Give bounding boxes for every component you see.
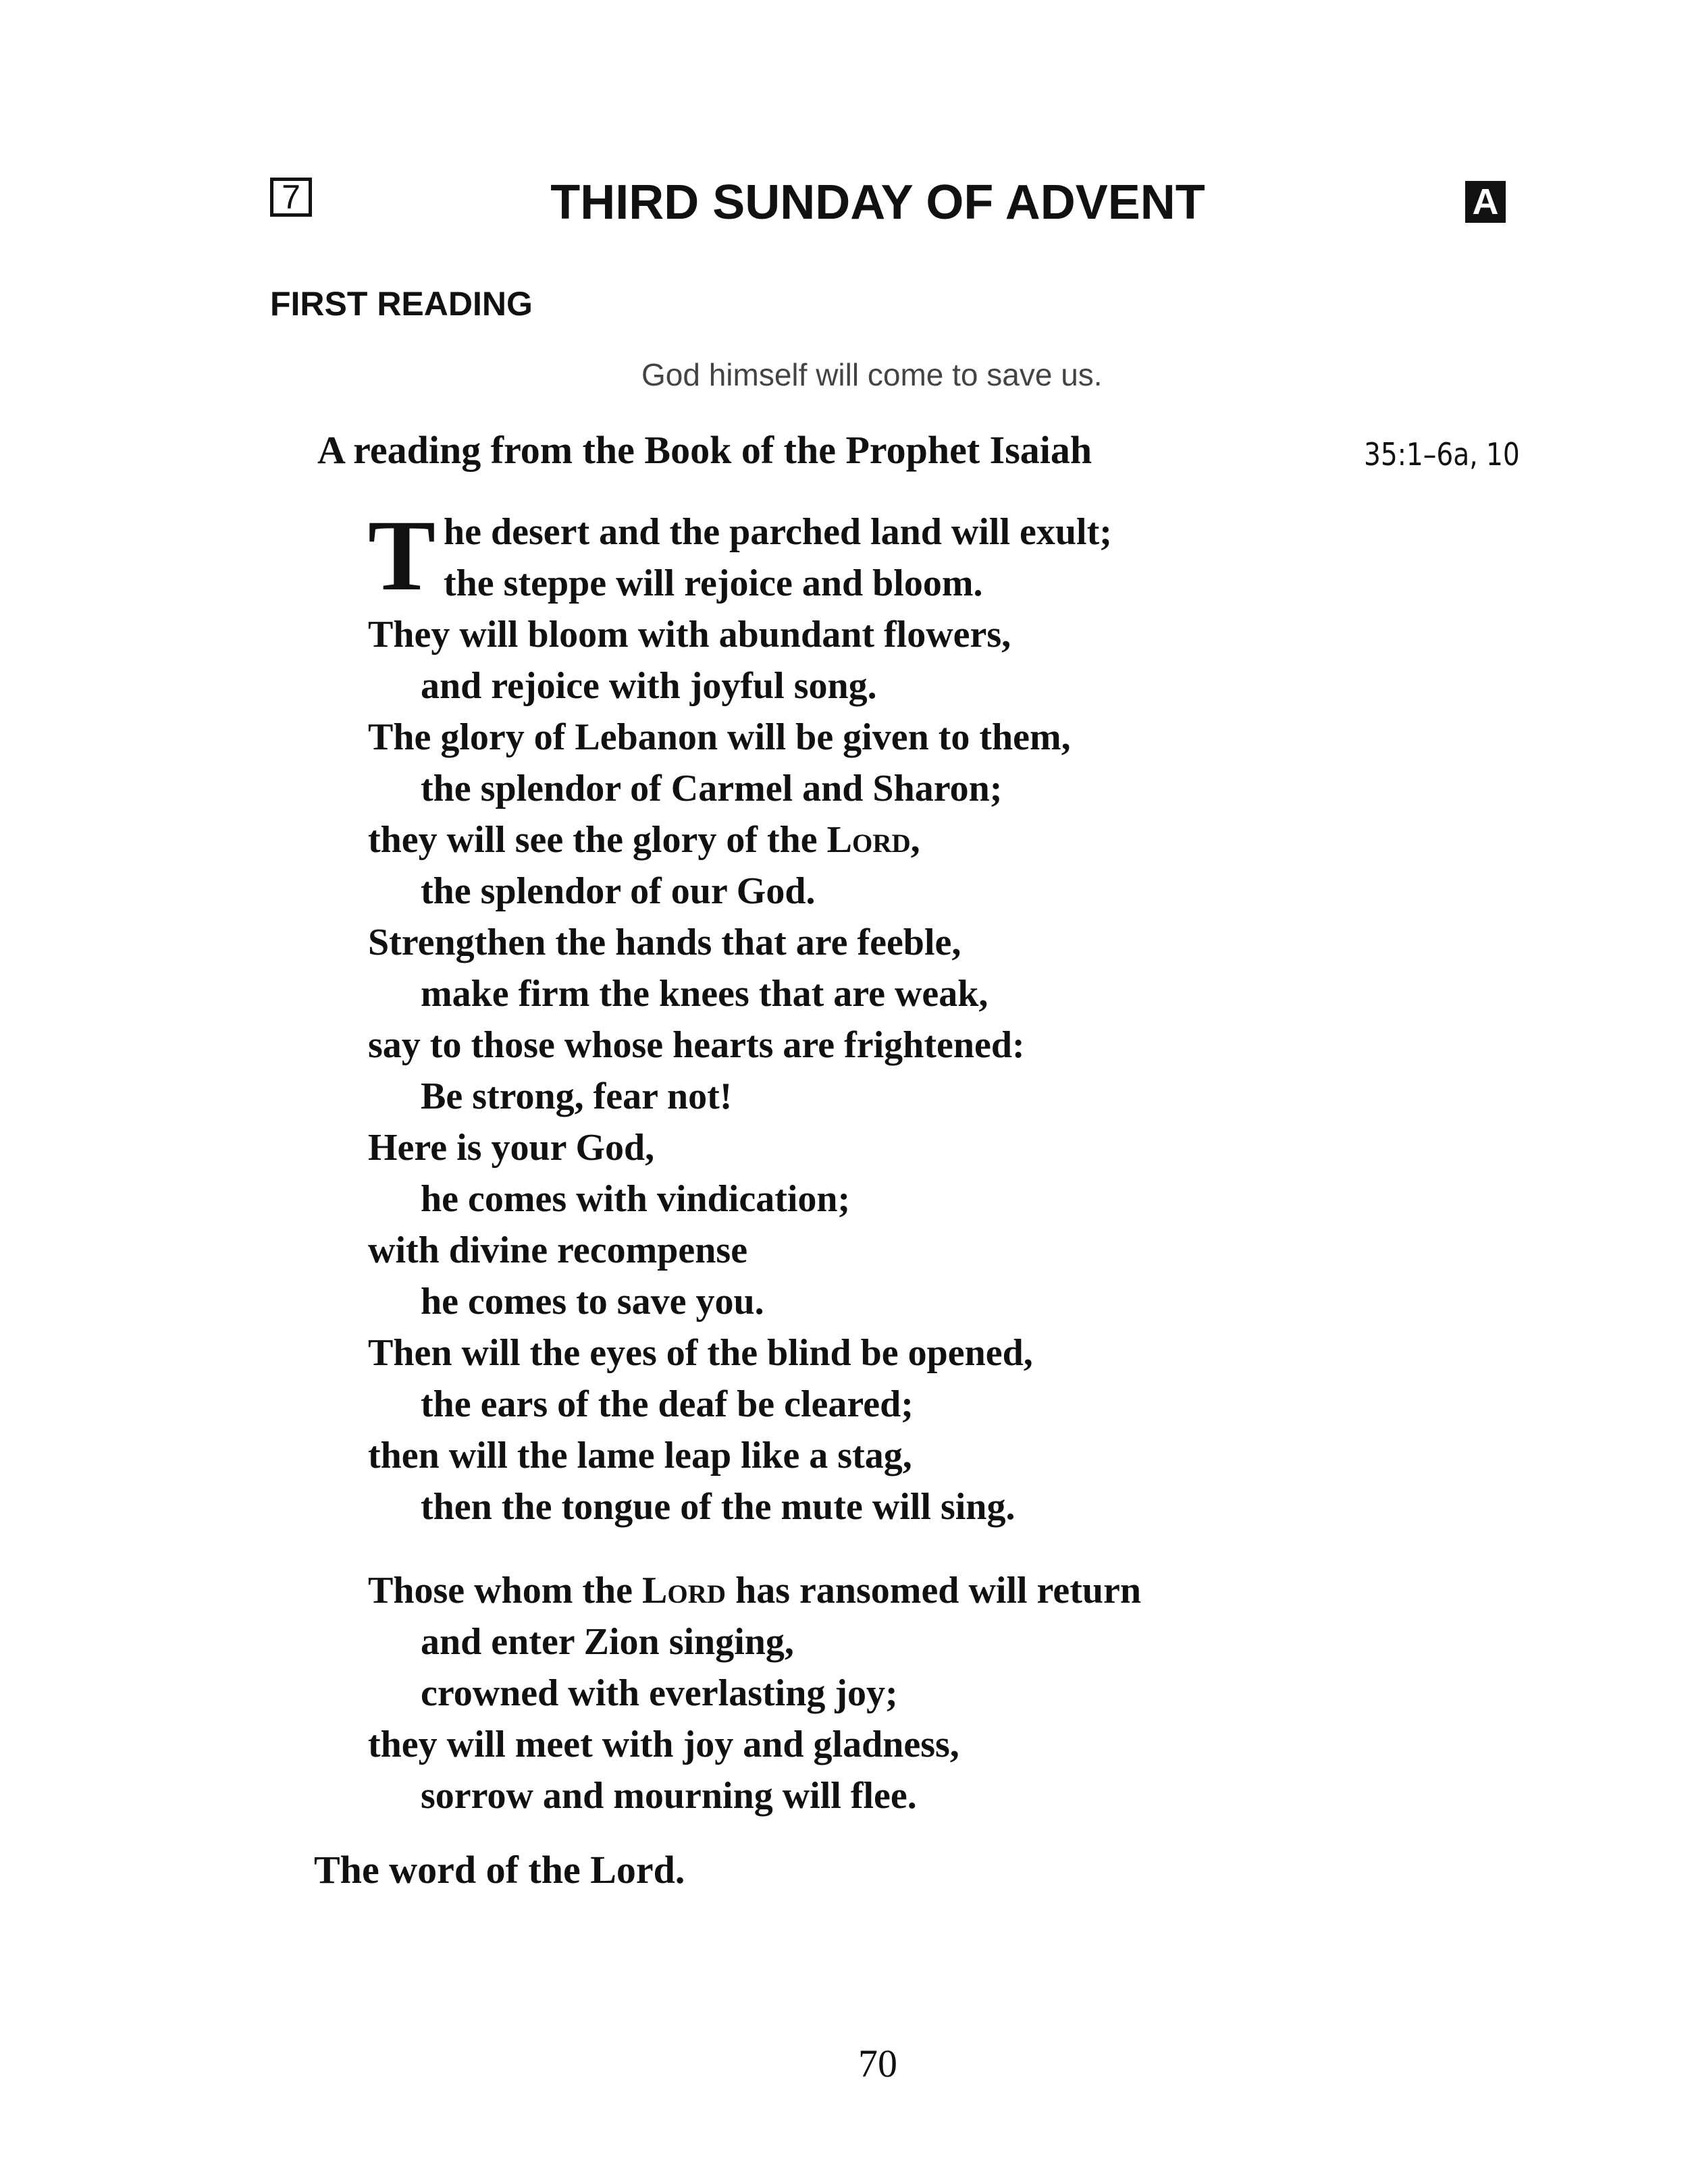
verse-line: make firm the knees that are weak, [421, 973, 988, 1015]
lectionary-number-box: 7 [270, 178, 312, 217]
verse-line: Then will the eyes of the blind be opened, [368, 1332, 1033, 1374]
verse-line: the splendor of Carmel and Sharon; [421, 768, 1003, 809]
verse-text: they will see the glory of the [368, 819, 827, 861]
verse-text: has ransomed will return [726, 1570, 1142, 1612]
scripture-citation: 35:1–6a, 10 [1364, 436, 1520, 473]
verse-line: The glory of Lebanon will be given to them, [368, 716, 1071, 758]
verse-line [368, 814, 1112, 865]
year-badge: A [1465, 181, 1506, 223]
verse-line: with divine recompense [368, 1229, 748, 1271]
drop-cap: T [368, 500, 436, 612]
page-title: THIRD SUNDAY OF ADVENT [550, 176, 1205, 230]
verse-line: and rejoice with joyful song. [421, 665, 877, 707]
verse-line: then will the lame leap like a stag, [368, 1435, 912, 1476]
divine-name: Lord [642, 1570, 727, 1612]
verse-line: say to those whose hearts are frightened: [368, 1024, 1025, 1066]
closing-acclamation: The word of the Lord. [314, 1848, 685, 1892]
reading-stanza-1 [368, 500, 1112, 1533]
verse-line: the ears of the deaf be cleared; [421, 1383, 914, 1425]
reading-introduction: A reading from the Book of the Prophet Isaiah [317, 428, 1092, 472]
verse-line: and enter Zion singing, [421, 1621, 794, 1663]
verse-line: the splendor of our God. [421, 870, 816, 912]
section-heading: FIRST READING [270, 285, 533, 323]
verse-line [368, 1565, 1141, 1616]
verse-punctuation: , [910, 819, 920, 861]
verse-line: they will meet with joy and gladness, [368, 1724, 959, 1765]
verse-line: They will bloom with abundant flowers, [368, 614, 1011, 656]
verse-text: he desert and the parched land will exult; [444, 511, 1112, 553]
verse-line: he comes with vindication; [421, 1178, 851, 1220]
verse-line: then the tongue of the mute will sing. [421, 1486, 1016, 1528]
page-number: 70 [858, 2042, 897, 2085]
verse-line: sorrow and mourning will flee. [421, 1775, 917, 1817]
reading-theme: God himself will come to save us. [641, 357, 1103, 392]
divine-name: Lord [826, 819, 911, 861]
verse-line: he comes to save you. [421, 1281, 764, 1323]
verse-line: crowned with everlasting joy; [421, 1672, 898, 1714]
verse-line: Be strong, fear not! [421, 1075, 733, 1117]
verse-line: Strengthen the hands that are feeble, [368, 922, 961, 963]
verse-line: Here is your God, [368, 1127, 655, 1169]
verse-line: the steppe will rejoice and bloom. [444, 562, 983, 604]
reading-stanza-2 [368, 1565, 1141, 1821]
verse-text: Those whom the [368, 1570, 643, 1612]
